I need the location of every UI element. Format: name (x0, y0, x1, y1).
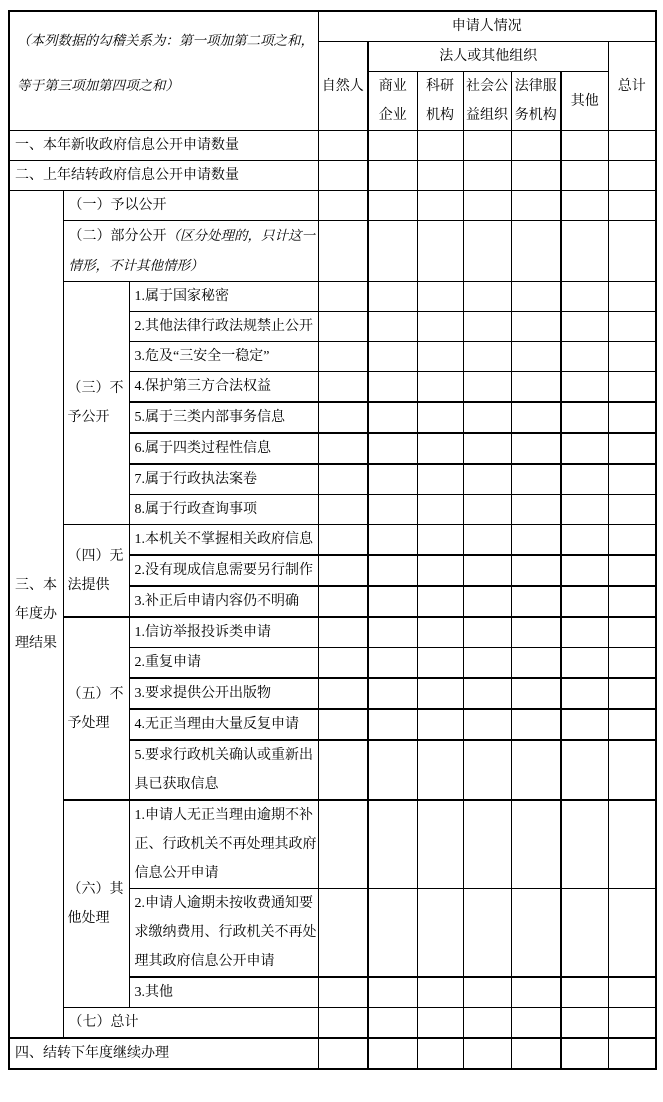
data-cell (561, 372, 608, 403)
data-cell (463, 191, 511, 221)
data-cell (417, 586, 463, 617)
data-cell (368, 495, 417, 525)
data-cell (368, 433, 417, 464)
data-cell (511, 221, 561, 282)
data-cell (463, 586, 511, 617)
data-cell (318, 312, 368, 342)
note-line1: （本列数据的勾稽关系为：第一项加第二项之和， (17, 33, 314, 48)
note-cell (9, 11, 318, 131)
data-cell (368, 977, 417, 1008)
data-cell (368, 372, 417, 403)
data-cell (417, 191, 463, 221)
data-cell (511, 1038, 561, 1069)
data-cell (561, 740, 608, 800)
data-cell (463, 1008, 511, 1039)
sub-label-not-processed: （五）不予处理 (63, 617, 129, 800)
data-cell (463, 221, 511, 282)
data-cell (417, 648, 463, 679)
header-other: 其他 (561, 72, 608, 131)
data-cell (561, 161, 608, 191)
data-cell (417, 372, 463, 403)
data-cell (511, 312, 561, 342)
data-cell (561, 977, 608, 1008)
row-label-next-year: 四、结转下年度继续办理 (9, 1038, 318, 1069)
item-label: 6.属于四类过程性信息 (129, 433, 318, 464)
data-cell (318, 495, 368, 525)
data-cell (463, 342, 511, 372)
data-cell (608, 372, 656, 403)
data-cell (318, 889, 368, 978)
header-applicant-situation: 申请人情况 (318, 11, 656, 42)
header-line: 法律服 (514, 79, 557, 94)
item-label: 5.要求行政机关确认或重新出具已获取信息 (129, 740, 318, 800)
data-cell (368, 678, 417, 709)
data-cell (511, 1008, 561, 1039)
data-cell (511, 740, 561, 800)
data-cell (608, 648, 656, 679)
data-cell (417, 402, 463, 433)
header-line: 务机构 (514, 108, 557, 123)
data-cell (368, 586, 417, 617)
item-label: 2.重复申请 (129, 648, 318, 679)
data-cell (608, 555, 656, 586)
data-cell (368, 131, 417, 161)
item-label: 1.申请人无正当理由逾期不补正、行政机关不再处理其政府信息公开申请 (129, 800, 318, 889)
data-cell (368, 648, 417, 679)
data-cell (608, 433, 656, 464)
row-label-partially-granted (63, 221, 318, 282)
data-cell (318, 1038, 368, 1069)
data-cell (511, 617, 561, 648)
data-cell (318, 161, 368, 191)
data-cell (608, 1008, 656, 1039)
item-label: 2.其他法律行政法规禁止公开 (129, 312, 318, 342)
item-label: 7.属于行政执法案卷 (129, 464, 318, 495)
data-cell (463, 617, 511, 648)
data-cell (318, 648, 368, 679)
data-cell (561, 525, 608, 556)
data-cell (561, 402, 608, 433)
data-cell (368, 402, 417, 433)
data-cell (463, 131, 511, 161)
data-cell (318, 740, 368, 800)
data-cell (608, 282, 656, 312)
data-cell (368, 191, 417, 221)
data-cell (417, 221, 463, 282)
info-disclosure-table (8, 10, 657, 1070)
data-cell (511, 372, 561, 403)
header-line: 社会公 (466, 79, 508, 94)
data-cell (463, 161, 511, 191)
data-cell (417, 1008, 463, 1039)
header-line: 机构 (426, 108, 454, 123)
data-cell (608, 740, 656, 800)
data-cell (463, 372, 511, 403)
data-cell (561, 555, 608, 586)
data-cell (368, 555, 417, 586)
data-cell (608, 464, 656, 495)
data-cell (318, 221, 368, 282)
data-cell (511, 161, 561, 191)
data-cell (463, 709, 511, 740)
data-cell (463, 678, 511, 709)
data-cell (463, 555, 511, 586)
data-cell (368, 161, 417, 191)
data-cell (608, 1038, 656, 1069)
data-cell (608, 889, 656, 978)
data-cell (318, 191, 368, 221)
data-cell (318, 525, 368, 556)
data-cell (561, 800, 608, 889)
data-cell (561, 889, 608, 978)
data-cell (417, 464, 463, 495)
data-cell (417, 525, 463, 556)
header-legal-service-org (511, 72, 561, 131)
data-cell (608, 586, 656, 617)
data-cell (417, 709, 463, 740)
item-label: 1.信访举报投诉类申请 (129, 617, 318, 648)
page (0, 10, 663, 1102)
data-cell (511, 191, 561, 221)
data-cell (463, 312, 511, 342)
data-cell (511, 495, 561, 525)
header-commercial-enterprise (368, 72, 417, 131)
data-cell (368, 617, 417, 648)
data-cell (318, 464, 368, 495)
item-label: 1.本机关不掌握相关政府信息 (129, 525, 318, 556)
data-cell (417, 131, 463, 161)
item-label: 3.要求提供公开出版物 (129, 678, 318, 709)
data-cell (511, 402, 561, 433)
header-public-welfare-org (463, 72, 511, 131)
row-label-granted: （一）予以公开 (63, 191, 318, 221)
data-cell (318, 678, 368, 709)
data-cell (463, 800, 511, 889)
data-cell (368, 1008, 417, 1039)
partially-granted-note: （区分处理的，只计这一情形，不计其他情形） (68, 228, 315, 273)
data-cell (608, 709, 656, 740)
data-cell (463, 1038, 511, 1069)
header-natural-person: 自然人 (318, 42, 368, 131)
data-cell (608, 678, 656, 709)
item-label: 4.保护第三方合法权益 (129, 372, 318, 403)
item-label: 2.申请人逾期未按收费通知要求缴纳费用、行政机关不再处理其政府信息公开申请 (129, 889, 318, 978)
data-cell (511, 282, 561, 312)
header-line: 益组织 (466, 108, 508, 123)
header-total: 总计 (608, 42, 656, 131)
data-cell (318, 372, 368, 403)
data-cell (561, 617, 608, 648)
data-cell (511, 433, 561, 464)
row-label-new-requests: 一、本年新收政府信息公开申请数量 (9, 131, 318, 161)
row-label-subtotal: （七）总计 (63, 1008, 318, 1039)
header-line: 商业 (378, 79, 407, 94)
data-cell (561, 1038, 608, 1069)
data-cell (318, 402, 368, 433)
data-cell (608, 617, 656, 648)
data-cell (368, 342, 417, 372)
data-cell (511, 586, 561, 617)
item-label: 3.其他 (129, 977, 318, 1008)
data-cell (318, 131, 368, 161)
data-cell (608, 342, 656, 372)
data-cell (608, 131, 656, 161)
data-cell (417, 800, 463, 889)
data-cell (511, 709, 561, 740)
data-cell (511, 525, 561, 556)
data-cell (608, 161, 656, 191)
data-cell (463, 464, 511, 495)
item-label: 3.危及“三安全一稳定” (129, 342, 318, 372)
data-cell (561, 464, 608, 495)
data-cell (608, 191, 656, 221)
data-cell (511, 648, 561, 679)
data-cell (318, 282, 368, 312)
data-cell (561, 433, 608, 464)
data-cell (463, 648, 511, 679)
data-cell (561, 191, 608, 221)
data-cell (608, 977, 656, 1008)
data-cell (417, 282, 463, 312)
data-cell (463, 433, 511, 464)
data-cell (561, 586, 608, 617)
data-cell (368, 1038, 417, 1069)
data-cell (608, 525, 656, 556)
header-legal-org-group: 法人或其他组织 (368, 42, 608, 72)
item-label: 3.补正后申请内容仍不明确 (129, 586, 318, 617)
data-cell (417, 740, 463, 800)
header-line: 科研 (426, 79, 454, 94)
note-line2: 等于第三项加第四项之和） (17, 78, 179, 93)
data-cell (417, 555, 463, 586)
data-cell (417, 161, 463, 191)
data-cell (417, 1038, 463, 1069)
row-label-carried-over: 二、上年结转政府信息公开申请数量 (9, 161, 318, 191)
data-cell (608, 495, 656, 525)
data-cell (368, 464, 417, 495)
data-cell (368, 709, 417, 740)
sub-label-other-handling: （六）其他处理 (63, 800, 129, 1008)
data-cell (368, 889, 417, 978)
data-cell (511, 131, 561, 161)
data-cell (511, 977, 561, 1008)
data-cell (561, 1008, 608, 1039)
data-cell (368, 282, 417, 312)
item-label: 4.无正当理由大量反复申请 (129, 709, 318, 740)
item-label: 1.属于国家秘密 (129, 282, 318, 312)
data-cell (417, 495, 463, 525)
data-cell (561, 709, 608, 740)
data-cell (561, 131, 608, 161)
data-cell (511, 800, 561, 889)
data-cell (318, 617, 368, 648)
data-cell (318, 555, 368, 586)
data-cell (368, 312, 417, 342)
data-cell (463, 495, 511, 525)
data-cell (318, 342, 368, 372)
data-cell (511, 678, 561, 709)
data-cell (561, 678, 608, 709)
item-label: 8.属于行政查询事项 (129, 495, 318, 525)
data-cell (417, 342, 463, 372)
sub-label-not-disclosed: （三）不予公开 (63, 282, 129, 525)
data-cell (608, 800, 656, 889)
data-cell (417, 889, 463, 978)
data-cell (608, 312, 656, 342)
data-cell (318, 433, 368, 464)
data-cell (511, 342, 561, 372)
data-cell (318, 977, 368, 1008)
data-cell (368, 800, 417, 889)
sub-label-unable-to-provide: （四）无法提供 (63, 525, 129, 618)
item-label: 5.属于三类内部事务信息 (129, 402, 318, 433)
data-cell (417, 678, 463, 709)
data-cell (417, 977, 463, 1008)
data-cell (463, 282, 511, 312)
data-cell (463, 740, 511, 800)
data-cell (417, 312, 463, 342)
data-cell (561, 282, 608, 312)
data-cell (417, 617, 463, 648)
data-cell (463, 977, 511, 1008)
data-cell (368, 525, 417, 556)
partially-granted-text: （二）部分公开 (68, 229, 167, 244)
data-cell (368, 221, 417, 282)
data-cell (561, 312, 608, 342)
section-label-annual-results: 三、本年度办理结果 (9, 191, 63, 1039)
data-cell (608, 221, 656, 282)
data-cell (511, 889, 561, 978)
item-label: 2.没有现成信息需要另行制作 (129, 555, 318, 586)
data-cell (561, 648, 608, 679)
data-cell (511, 464, 561, 495)
data-cell (608, 402, 656, 433)
data-cell (463, 525, 511, 556)
data-cell (318, 1008, 368, 1039)
header-line: 企业 (378, 108, 407, 123)
data-cell (318, 709, 368, 740)
data-cell (561, 342, 608, 372)
header-research-institution (417, 72, 463, 131)
data-cell (463, 889, 511, 978)
data-cell (318, 800, 368, 889)
data-cell (463, 402, 511, 433)
data-cell (417, 433, 463, 464)
data-cell (511, 555, 561, 586)
data-cell (561, 221, 608, 282)
data-cell (368, 740, 417, 800)
data-cell (561, 495, 608, 525)
data-cell (318, 586, 368, 617)
